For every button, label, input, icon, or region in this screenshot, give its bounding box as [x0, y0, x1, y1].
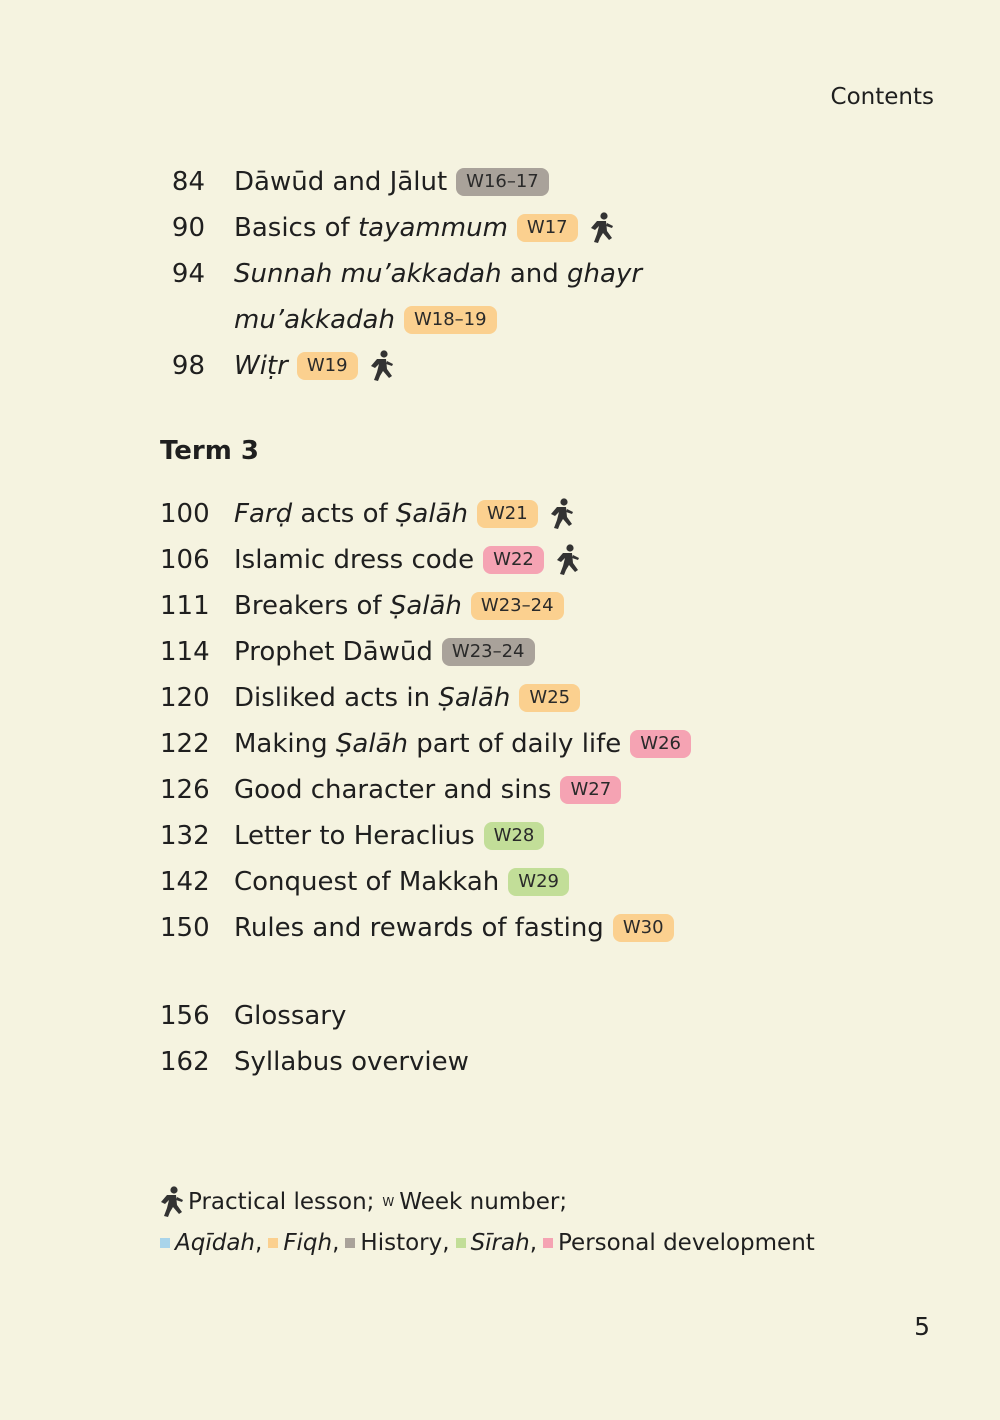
- toc-title: Dāwūd and Jālut: [234, 167, 448, 197]
- week-badge: W27: [560, 776, 621, 804]
- toc-title: Rules and rewards of fasting: [234, 913, 604, 943]
- toc-page-number: 114: [160, 637, 210, 667]
- toc-page-number: 142: [160, 867, 210, 897]
- toc-entry[interactable]: [160, 767, 621, 813]
- week-badge: W23–24: [471, 592, 564, 620]
- toc-title: mu’akkadah: [234, 305, 395, 335]
- toc-title: Glossary: [234, 1001, 347, 1031]
- legend-separator: ,: [442, 1230, 450, 1256]
- toc-entry[interactable]: [160, 205, 614, 251]
- legend-label-personal: Personal development: [558, 1230, 815, 1256]
- week-badge: W22: [483, 546, 544, 574]
- toc-title: Wiṭr: [234, 351, 288, 381]
- practical-lesson-icon: [158, 1186, 184, 1218]
- toc-page-number: 94: [171, 259, 205, 289]
- toc-title: Islamic dress code: [234, 545, 475, 575]
- toc-page-number: 84: [171, 167, 205, 197]
- legend-label-sirah: Sīrah: [470, 1230, 530, 1256]
- week-badge: W19: [297, 352, 358, 380]
- toc-entry[interactable]: [160, 993, 346, 1039]
- toc-title: Sunnah mu’akkadah and ghayr: [234, 259, 643, 289]
- toc-title: Farḍ acts of Ṣalāh: [234, 499, 468, 529]
- legend-label-history: History: [360, 1230, 443, 1256]
- toc-title: Prophet Dāwūd: [234, 637, 433, 667]
- week-badge: W25: [519, 684, 580, 712]
- toc-entry[interactable]: [160, 905, 674, 951]
- toc-page-number: 156: [160, 1001, 210, 1031]
- legend-separator: ,: [255, 1230, 263, 1256]
- legend-week-mark: W: [382, 1195, 395, 1209]
- legend-separator: ,: [332, 1230, 340, 1256]
- toc-title: Conquest of Makkah: [234, 867, 500, 897]
- toc-entry[interactable]: [160, 491, 574, 537]
- toc-title: Syllabus overview: [234, 1047, 469, 1077]
- toc-entry[interactable]: [160, 537, 580, 583]
- legend-categories-row: [158, 1230, 815, 1256]
- practical-lesson-icon: [554, 544, 580, 576]
- toc-entry[interactable]: [160, 583, 564, 629]
- toc-entry[interactable]: [160, 251, 642, 297]
- week-badge: W26: [630, 730, 691, 758]
- toc-title: Breakers of Ṣalāh: [234, 591, 462, 621]
- toc-entry[interactable]: [160, 1039, 469, 1085]
- toc-entry[interactable]: [160, 721, 691, 767]
- legend-swatch-fiqh: [268, 1238, 278, 1248]
- legend-label-fiqh: Fiqh: [283, 1230, 333, 1256]
- page-number: 5: [914, 1312, 930, 1341]
- toc-page-number: 150: [160, 913, 210, 943]
- toc-title: Good character and sins: [234, 775, 552, 805]
- practical-lesson-icon: [368, 350, 394, 382]
- week-badge: W16–17: [456, 168, 549, 196]
- term-heading: Term 3: [160, 436, 259, 466]
- toc-title: Basics of tayammum: [234, 213, 508, 243]
- legend-swatch-personal: [543, 1238, 553, 1248]
- toc-entry[interactable]: [160, 297, 497, 343]
- week-badge: W29: [508, 868, 569, 896]
- toc-page-number: 126: [160, 775, 210, 805]
- toc-page-number: 122: [160, 729, 210, 759]
- practical-lesson-icon: [548, 498, 574, 530]
- week-badge: W17: [517, 214, 578, 242]
- toc-entry[interactable]: [160, 813, 544, 859]
- toc-entry[interactable]: [160, 675, 580, 721]
- toc-page-number: 98: [171, 351, 205, 381]
- legend-practical-label: Practical lesson;: [188, 1189, 375, 1215]
- toc-entry[interactable]: [160, 859, 569, 905]
- legend-label-aqidah: Aqīdah: [175, 1230, 255, 1256]
- legend-swatch-aqidah: [160, 1238, 170, 1248]
- toc-title: Disliked acts in Ṣalāh: [234, 683, 511, 713]
- week-badge: W23–24: [442, 638, 535, 666]
- toc-entry[interactable]: [160, 159, 549, 205]
- legend-swatch-sirah: [456, 1238, 466, 1248]
- toc-title: Letter to Heraclius: [234, 821, 475, 851]
- toc-entry[interactable]: [160, 629, 535, 675]
- toc-page-number: 90: [171, 213, 205, 243]
- practical-lesson-icon: [588, 212, 614, 244]
- toc-page-number: 111: [160, 591, 210, 621]
- legend-swatch-history: [345, 1238, 355, 1248]
- week-badge: W18–19: [404, 306, 497, 334]
- toc-page-number: 162: [160, 1047, 210, 1077]
- toc-page-number: 132: [160, 821, 210, 851]
- toc-page-number: 100: [160, 499, 210, 529]
- week-badge: W21: [477, 500, 538, 528]
- toc-page-number: 106: [160, 545, 210, 575]
- toc-title: Making Ṣalāh part of daily life: [234, 729, 622, 759]
- legend-week-label: Week number;: [399, 1189, 568, 1215]
- legend-practical-row: [158, 1186, 567, 1218]
- running-head: Contents: [830, 84, 934, 110]
- week-badge: W28: [484, 822, 545, 850]
- week-badge: W30: [613, 914, 674, 942]
- legend-separator: ,: [529, 1230, 537, 1256]
- toc-entry[interactable]: [160, 343, 394, 389]
- toc-page-number: 120: [160, 683, 210, 713]
